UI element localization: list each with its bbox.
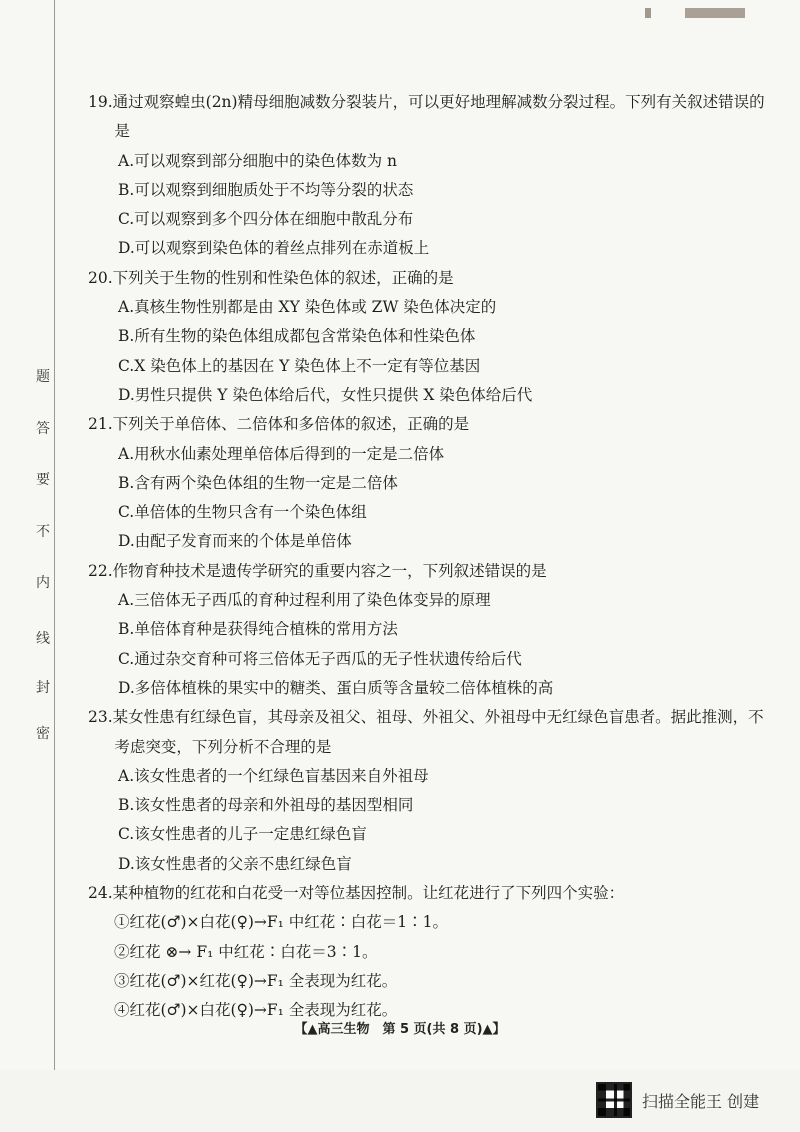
option-c: C.该女性患者的儿子一定患红绿色盲 <box>118 825 367 844</box>
binding-line <box>54 0 55 1070</box>
option-b: B.所有生物的染色体组成都包含常染色体和性染色体 <box>118 327 476 346</box>
seal-char: 要 <box>36 472 50 488</box>
option-d: D.由配子发育而来的个体是单倍体 <box>118 532 352 551</box>
experiment-2: ②红花 ⊗→ F₁ 中红花∶白花＝3∶1。 <box>114 942 378 961</box>
seal-char: 封 <box>36 680 50 696</box>
option-d: D.可以观察到染色体的着丝点排列在赤道板上 <box>118 239 430 258</box>
question-21 <box>88 410 778 556</box>
seal-char: 答 <box>36 421 50 437</box>
question-24 <box>88 879 778 1025</box>
seal-char: 内 <box>36 575 50 591</box>
question-stem: 20.下列关于生物的性别和性染色体的叙述，正确的是 <box>88 268 454 287</box>
question-stem: 21.下列关于单倍体、二倍体和多倍体的叙述，正确的是 <box>88 415 470 434</box>
option-c: C.可以观察到多个四分体在细胞中散乱分布 <box>118 210 414 229</box>
option-b: B.含有两个染色体组的生物一定是二倍体 <box>118 473 398 492</box>
experiment-1: ①红花(♂)×白花(♀)→F₁ 中红花∶白花＝1∶1。 <box>114 913 449 932</box>
option-b: B.单倍体育种是获得纯合植株的常用方法 <box>118 620 398 639</box>
option-a: A.可以观察到部分细胞中的染色体数为 n <box>118 151 398 170</box>
question-19 <box>88 88 778 264</box>
questions <box>88 88 778 1026</box>
watermark-text: 扫描全能王 创建 <box>642 1091 760 1111</box>
question-stem: 23.某女性患有红绿色盲，其母亲及祖父、祖母、外祖父、外祖母中无红绿色盲患者。据此推测，不考虑突变，下列分析不合理的是 <box>88 708 764 756</box>
option-b: B.该女性患者的母亲和外祖母的基因型相同 <box>118 796 414 815</box>
seal-char: 题 <box>36 369 50 385</box>
option-d: D.男性只提供 Y 染色体给后代，女性只提供 X 染色体给后代 <box>118 385 533 404</box>
question-20 <box>88 264 778 410</box>
question-stem: 22.作物育种技术是遗传学研究的重要内容之一，下列叙述错误的是 <box>88 561 547 580</box>
option-a: A.用秋水仙素处理单倍体后得到的一定是二倍体 <box>118 444 445 463</box>
experiment-4: ④红花(♂)×白花(♀)→F₁ 全表现为红花。 <box>114 1001 398 1020</box>
option-a: A.三倍体无子西瓜的育种过程利用了染色体变异的原理 <box>118 591 491 610</box>
seal-char: 线 <box>36 631 50 647</box>
seal-char: 密 <box>36 726 50 742</box>
question-stem: 24.某种植物的红花和白花受一对等位基因控制。让红花进行了下列四个实验： <box>88 884 625 903</box>
option-c: C.X 染色体上的基因在 Y 染色体上不一定有等位基因 <box>118 356 481 375</box>
option-a: A.该女性患者的一个红绿色盲基因来自外祖母 <box>118 766 429 785</box>
option-d: D.多倍体植株的果实中的糖类、蛋白质等含量较二倍体植株的高 <box>118 678 554 697</box>
seal-char: 不 <box>36 524 50 540</box>
question-stem: 19.通过观察蝗虫(2n)精母细胞减数分裂装片，可以更好地理解减数分裂过程。下列有关叙述错误的是 <box>88 93 765 141</box>
option-d: D.该女性患者的父亲不患红绿色盲 <box>118 854 352 873</box>
question-22 <box>88 557 778 703</box>
page-footer: 【▲高三生物 第 5 页(共 8 页)▲】 <box>294 1022 506 1037</box>
scan-artifact <box>645 8 745 18</box>
option-b: B.可以观察到细胞质处于不均等分裂的状态 <box>118 180 414 199</box>
option-c: C.单倍体的生物只含有一个染色体组 <box>118 503 367 522</box>
scanner-watermark <box>596 1080 759 1120</box>
option-a: A.真核生物性别都是由 XY 染色体或 ZW 染色体决定的 <box>118 298 497 317</box>
question-23 <box>88 703 778 879</box>
option-c: C.通过杂交育种可将三倍体无子西瓜的无子性状遗传给后代 <box>118 649 522 668</box>
qr-code-icon <box>596 1082 632 1118</box>
experiment-3: ③红花(♂)×红花(♀)→F₁ 全表现为红花。 <box>114 971 398 990</box>
